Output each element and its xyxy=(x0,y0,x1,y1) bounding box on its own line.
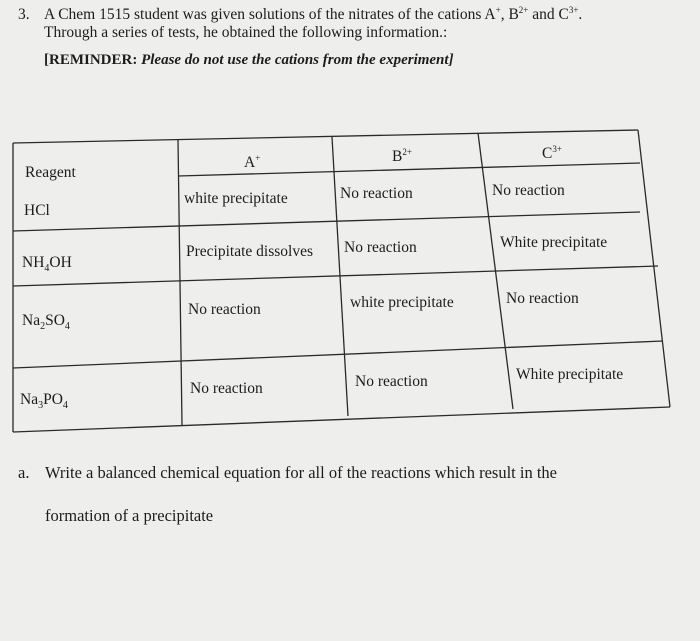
cell-hcl-a: white precipitate xyxy=(184,190,288,207)
reminder-note: [REMINDER: Please do not use the cations from the experiment] xyxy=(44,52,454,68)
part-a-label: a. xyxy=(18,463,30,482)
row-reagent-na2so4: $Na_2SO_4$ xyxy=(22,312,70,333)
cell-na3po4-a: No reaction xyxy=(190,380,263,397)
header-cation-b: $B^{2+}$ xyxy=(392,146,412,165)
cell-na2so4-b: white precipitate xyxy=(350,294,454,311)
cell-na2so4-c: No reaction xyxy=(506,290,579,307)
row-reagent-na3po4: $Na_3PO_4$ xyxy=(20,391,68,412)
header-cation-c: $C^{3+}$ xyxy=(542,143,562,162)
cell-nh4oh-b: No reaction xyxy=(344,239,417,256)
header-reagent: Reagent xyxy=(25,164,76,181)
cell-na2so4-a: No reaction xyxy=(188,301,261,318)
cell-nh4oh-c: White precipitate xyxy=(500,234,608,251)
cell-hcl-b: No reaction xyxy=(340,185,413,202)
cell-na3po4-c: White precipitate xyxy=(516,366,624,383)
row-reagent-nh4oh: $NH_4OH$ xyxy=(22,254,72,275)
cell-na3po4-b: No reaction xyxy=(355,373,428,390)
header-cation-a: A+ xyxy=(244,152,261,171)
question-text-line1: A Chem 1515 student was given solutions of the nitrates of the cations A+, $B^{2+}$ and $C^{3+}$. xyxy=(44,4,583,23)
part-a-line2: formation of a precipitate xyxy=(45,506,214,525)
question-number: 3. xyxy=(18,6,30,23)
cell-hcl-c: No reaction xyxy=(492,182,565,199)
question-text-line2: Through a series of tests, he obtained the following information.: xyxy=(44,24,448,41)
part-a-line1: Write a balanced chemical equation for all of the reactions which result in the xyxy=(45,463,557,482)
row-reagent-hcl: HCl xyxy=(24,202,50,219)
cell-nh4oh-a: Precipitate dissolves xyxy=(186,243,313,260)
